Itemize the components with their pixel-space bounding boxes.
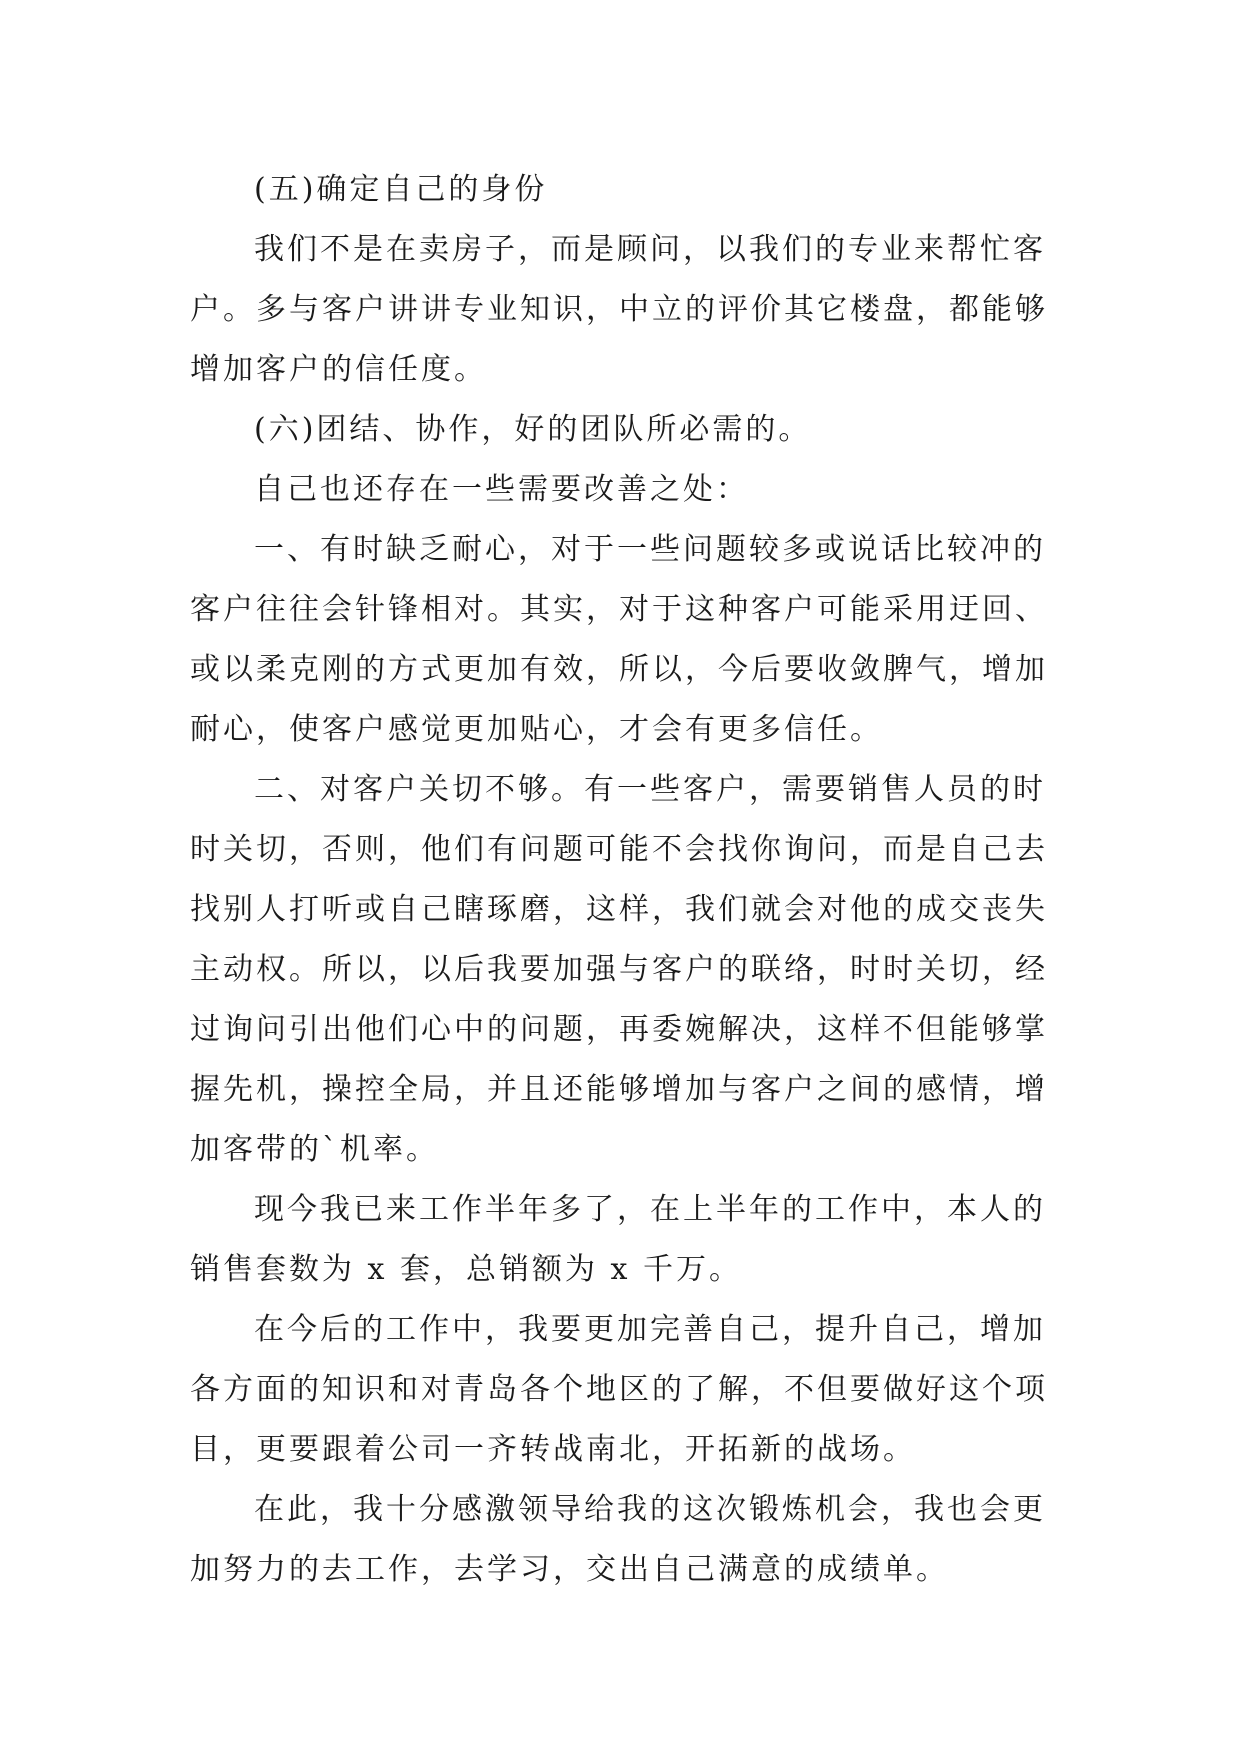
- paragraph: [190, 1300, 1050, 1480]
- paragraph: [190, 760, 1050, 1180]
- text-line: 一、有时缺乏耐心，对于一些问题较多或说话比较冲的: [254, 532, 1046, 567]
- text-line: 各方面的知识和对青岛各个地区的了解，不但要做好这个项: [190, 1372, 1048, 1407]
- text-line: 我们不是在卖房子，而是顾问，以我们的专业来帮忙客: [254, 232, 1046, 267]
- text-line: 过询问引出他们心中的问题，再委婉解决，这样不但能够掌: [190, 1012, 1048, 1047]
- text-line: 加努力的去工作，去学习，交出自己满意的成绩单。: [190, 1552, 949, 1587]
- document-body: [190, 160, 1050, 1600]
- text-line: 户。多与客户讲讲专业知识，中立的评价其它楼盘，都能够: [190, 292, 1048, 327]
- text-line: 销售套数为 x 套，总销额为 x 千万。: [190, 1252, 742, 1287]
- paragraph: [190, 520, 1050, 760]
- text-line: (五)确定自己的身份: [254, 172, 548, 207]
- text-line: 自己也还存在一些需要改善之处：: [254, 472, 749, 507]
- paragraph: [190, 400, 1050, 460]
- text-line: 现今我已来工作半年多了，在上半年的工作中，本人的: [254, 1192, 1046, 1227]
- text-line: 时关切，否则，他们有问题可能不会找你询问，而是自己去: [190, 832, 1048, 867]
- text-line: 握先机，操控全局，并且还能够增加与客户之间的感情，增: [190, 1072, 1048, 1107]
- text-line: 或以柔克刚的方式更加有效，所以，今后要收敛脾气，增加: [190, 652, 1048, 687]
- text-line: 目，更要跟着公司一齐转战南北，开拓新的战场。: [190, 1432, 916, 1467]
- text-line: (六)团结、协作，好的团队所必需的。: [254, 412, 812, 447]
- text-line: 增加客户的信任度。: [190, 352, 487, 387]
- paragraph: [190, 460, 1050, 520]
- text-line: 找别人打听或自己瞎琢磨，这样，我们就会对他的成交丧失: [190, 892, 1048, 927]
- text-line: 客户往往会针锋相对。其实，对于这种客户可能采用迂回、: [190, 592, 1048, 627]
- paragraph: [190, 1180, 1050, 1300]
- paragraph: [190, 1480, 1050, 1600]
- paragraph: [190, 220, 1050, 400]
- text-line: 耐心，使客户感觉更加贴心，才会有更多信任。: [190, 712, 883, 747]
- paragraph: [190, 160, 1050, 220]
- text-line: 在今后的工作中，我要更加完善自己，提升自己，增加: [254, 1312, 1046, 1347]
- text-line: 主动权。所以，以后我要加强与客户的联络，时时关切，经: [190, 952, 1048, 987]
- text-line: 在此，我十分感激领导给我的这次锻炼机会，我也会更: [254, 1492, 1046, 1527]
- text-line: 二、对客户关切不够。有一些客户，需要销售人员的时: [254, 772, 1046, 807]
- text-line: 加客带的`机率。: [190, 1132, 439, 1167]
